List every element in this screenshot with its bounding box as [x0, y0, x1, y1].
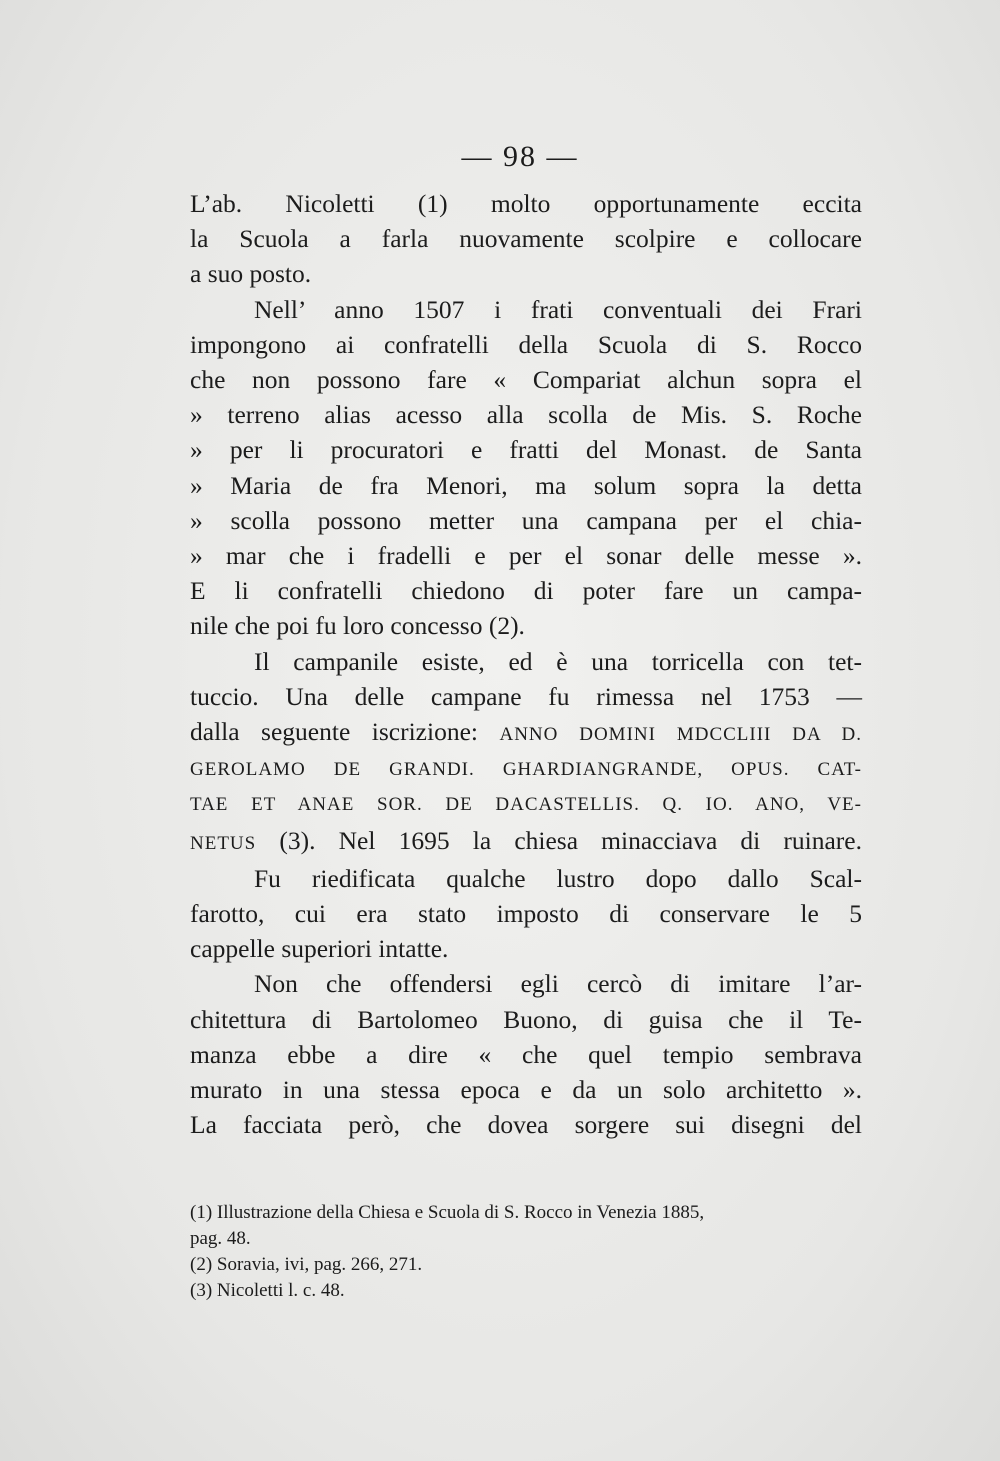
text-line: farotto, cui era stato imposto di conservare le 5: [190, 899, 862, 929]
text-line: tuccio. Una delle campane fu rimessa nel 1753 —: [190, 681, 862, 711]
footnote-2: (2) Soravia, ivi, pag. 266, 271.: [190, 1254, 423, 1275]
text-line: » terreno alias acesso alla scolla de Mis. S. Roche: [190, 400, 862, 430]
inscription-line: TAE ET ANAE SOR. DE DACASTELLIS. Q. IO. ANO, VE-: [190, 794, 862, 816]
text-line-inscription: [190, 823, 862, 861]
text-line: che non possono fare « Compariat alchun sopra el: [190, 365, 862, 395]
text-line: E li confratelli chiedono di poter fare un campa-: [190, 576, 862, 606]
text-line: la Scuola a farla nuovamente scolpire e collocare: [190, 224, 862, 254]
text-line: impongono ai confratelli della Scuola di S. Rocco: [190, 329, 862, 359]
text-line: » scolla possono metter una campana per el chia-: [190, 505, 862, 535]
inscription-line: GEROLAMO DE GRANDI. GHARDIANGRANDE, OPUS. CAT-: [190, 759, 862, 781]
text-line: L’ab. Nicoletti (1) molto opportunamente eccita: [190, 189, 862, 218]
text-line-inscription: [190, 714, 862, 752]
page-number: — 98 —: [461, 140, 579, 173]
footnote-3: (3) Nicoletti l. c. 48.: [190, 1280, 345, 1301]
text-line: Fu riedificata qualche lustro dopo dallo Scal-: [254, 863, 862, 893]
text-line: a suo posto.: [190, 259, 312, 289]
text-line: chitettura di Bartolomeo Buono, di guisa che il Te-: [190, 1004, 862, 1034]
body-text: [190, 186, 862, 1142]
text-line: Il campanile esiste, ed è una torricella con tet-: [254, 646, 862, 676]
text-line: manza ebbe a dire « che quel tempio sembrava: [190, 1039, 862, 1069]
text-line: nile che poi fu loro concesso (2).: [190, 611, 525, 641]
inscription-text: ANNO DOMINI MDCCLIII DA D.: [499, 724, 862, 746]
text-line: murato in una stessa epoca e da un solo architetto ».: [190, 1075, 862, 1105]
text-segment: dalla seguente iscrizione:: [190, 717, 500, 747]
text-segment: (3). Nel 1695 la chiesa minacciava di ruinare.: [256, 825, 862, 855]
text-line: cappelle superiori intatte.: [190, 934, 449, 964]
text-line: » per li procuratori e fratti del Monast. de Santa: [190, 435, 862, 465]
text-line: » Maria de fra Menori, ma solum sopra la detta: [190, 470, 862, 500]
text-line: » mar che i fradelli e per el sonar delle messe ».: [190, 541, 862, 571]
text-line: Non che offendersi egli cercò di imitare l’ar-: [254, 969, 862, 999]
footnote-1: (1) Illustrazione della Chiesa e Scuola di S. Rocco in Venezia 1885,: [190, 1202, 705, 1223]
footnotes: [190, 1200, 880, 1304]
text-line: Nell’ anno 1507 i frati conventuali dei Frari: [254, 294, 862, 324]
text-line: La facciata però, che dovea sorgere sui disegni del: [190, 1110, 862, 1140]
inscription-text: NETUS: [190, 832, 257, 854]
footnote-1-continuation: pag. 48.: [190, 1228, 251, 1249]
